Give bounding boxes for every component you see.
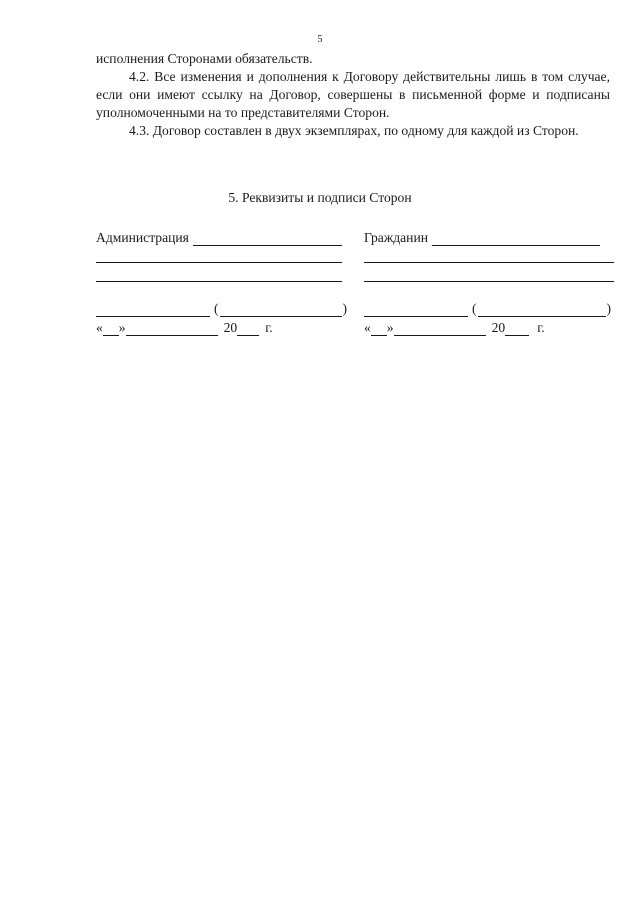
- paren-close: ): [606, 301, 612, 316]
- citizen-name-line[interactable]: [432, 233, 600, 246]
- paren-close: ): [342, 301, 348, 316]
- year-prefix: 20: [223, 320, 238, 335]
- section-title: 5. Реквизиты и подписи Сторон: [228, 190, 412, 205]
- citizen-signature-row: [364, 299, 612, 317]
- administration-name-line[interactable]: [193, 233, 342, 246]
- paragraph-4-2: 4.2. Все изменения и дополнения к Договору действительны лишь в том случае, если они имеют ссылку на Договор, совершены в письменной форме и подписаны уполномоченными на то представителями Сторон.: [96, 69, 610, 120]
- citizen-date-row: [364, 318, 545, 336]
- administration-year-line[interactable]: [237, 323, 259, 336]
- administration-date-row: [96, 318, 273, 336]
- citizen-signatory-name-line[interactable]: [478, 304, 606, 317]
- year-suffix: г.: [537, 320, 545, 335]
- citizen-name-row: [364, 228, 614, 246]
- page-number: 5: [317, 34, 323, 45]
- administration-details-line-1[interactable]: [96, 261, 342, 263]
- party-administration-block: [96, 228, 342, 282]
- paragraph-continuation: исполнения Сторонами обязательств.: [96, 51, 313, 66]
- quote-close: »: [386, 320, 394, 335]
- citizen-month-line[interactable]: [394, 323, 486, 336]
- quote-open: «: [96, 320, 103, 335]
- quote-close: »: [118, 320, 126, 335]
- citizen-details-line-1[interactable]: [364, 261, 614, 263]
- citizen-year-line[interactable]: [505, 323, 529, 336]
- administration-day-line[interactable]: [103, 323, 119, 336]
- administration-month-line[interactable]: [126, 323, 218, 336]
- party-citizen-block: [364, 228, 614, 282]
- administration-details-line-2[interactable]: [96, 280, 342, 282]
- paren-open: (: [214, 301, 219, 316]
- administration-signature-line[interactable]: [96, 304, 210, 317]
- paragraph-4-3: 4.3. Договор составлен в двух экземплярах, по одному для каждой из Сторон.: [129, 123, 579, 138]
- year-suffix: г.: [265, 320, 273, 335]
- administration-signatory-name-line[interactable]: [220, 304, 342, 317]
- citizen-day-line[interactable]: [371, 323, 387, 336]
- administration-label: Администрация: [96, 230, 189, 245]
- administration-signature-row: [96, 299, 348, 317]
- contract-body: [96, 50, 610, 140]
- citizen-label: Гражданин: [364, 230, 428, 245]
- quote-open: «: [364, 320, 371, 335]
- administration-name-row: [96, 228, 342, 246]
- citizen-signature-line[interactable]: [364, 304, 468, 317]
- year-prefix: 20: [491, 320, 506, 335]
- citizen-details-line-2[interactable]: [364, 280, 614, 282]
- paren-open: (: [472, 301, 477, 316]
